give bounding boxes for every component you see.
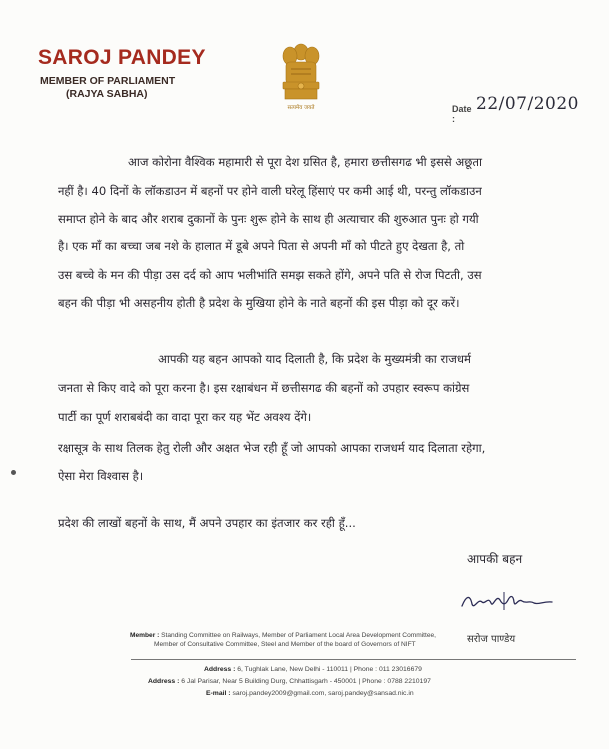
body-line: ऐसा मेरा विश्वास है।	[58, 469, 144, 483]
body-line: समाप्त होने के बाद और शराब दुकानों के पुनः शुरू होने के साथ ही अत्याचार की शुरुआत पुनः हो गयी	[58, 212, 479, 226]
body-line: आज कोरोना वैश्विक महामारी से पूरा देश ग्रसित है, हमारा छत्तीसगढ भी इससे अछूता	[128, 155, 482, 169]
closing-salutation: आपकी बहन	[467, 552, 523, 566]
handwritten-signature	[458, 586, 558, 616]
email-line	[206, 690, 414, 697]
date-value: 22/07/2020	[476, 94, 579, 114]
address-delhi	[204, 666, 422, 673]
body-line: उस बच्चे के मन की पीड़ा उस दर्द को आप भलीभांति समझ सकते होंगे, अपने पति से रोज पिटती, उस	[58, 268, 482, 282]
body-line: प्रदेश की लाखों बहनों के साथ, मैं अपने उपहार का इंतजार कर रही हूँ...	[58, 516, 356, 530]
body-line: आपकी यह बहन आपको याद दिलाती है, कि प्रदेश के मुख्यमंत्री का राजधर्म	[158, 352, 471, 366]
emblem-caption: सत्यमेव जयते	[287, 105, 315, 111]
address1-value: 6, Tughlak Lane, New Delhi - 110011 | Phone : 011 23016679	[237, 666, 422, 673]
body-line: पार्टी का पूर्ण शराबबंदी का वादा पूरा कर यह भेंट अवश्य देंगे।	[58, 410, 312, 424]
sender-house: (RAJYA SABHA)	[66, 88, 148, 100]
binder-hole	[11, 470, 16, 475]
member-text-2: Member of Consultative Committee, Steel and Member of the board of Governors of NIFT	[154, 640, 416, 648]
body-line: बहन की पीड़ा भी असहनीय होती है प्रदेश के मुखिया होने के नाते बहनों की इस पीड़ा को दूर करें।	[58, 296, 460, 310]
signatory-name: सरोज पाण्डेय	[467, 634, 516, 645]
address-durg	[148, 678, 431, 685]
email-label: E-mail :	[206, 690, 231, 697]
sender-name: SAROJ PANDEY	[38, 46, 206, 69]
sender-title: MEMBER OF PARLIAMENT	[40, 75, 176, 87]
body-line: जनता से किए वादे को पूरा करना है। इस रक्षाबंधन में छत्तीसगढ की बहनों को उपहार स्वरूप कांग्रेस	[58, 381, 470, 395]
committee-memberships	[130, 632, 470, 649]
date-label: Date :	[452, 104, 472, 124]
address2-value: 6 Jal Parisar, Near 5 Building Durg, Chhattisgarh - 450001 | Phone : 0788 2210197	[181, 678, 431, 685]
member-text-1: Standing Committee on Railways, Member of Parliament Local Area Development Committee,	[161, 632, 437, 639]
address1-label: Address :	[204, 666, 236, 673]
footer-divider	[131, 659, 576, 660]
body-line: रक्षासूत्र के साथ तिलक हेतु रोली और अक्षत भेज रही हूँ जो आपको आपका राजधर्म याद दिलाता रहेगा,	[58, 441, 486, 455]
body-line: नहीं है। 40 दिनों के लॉकडाउन में बहनों पर होने वाली घरेलू हिंसाएं पर कमी आई थी, परन्तु लॉकडाउन	[58, 184, 482, 198]
national-emblem-icon	[274, 38, 328, 118]
member-label: Member :	[130, 632, 160, 639]
email-value: saroj.pandey2009@gmail.com, saroj.pandey@sansad.nic.in	[232, 690, 414, 697]
address2-label: Address :	[148, 678, 180, 685]
body-line: है। एक माँ का बच्चा जब नशे के हालात में डूबे अपने पिता से अपनी माँ को पीटते हुए देखता है, तो	[58, 239, 465, 253]
